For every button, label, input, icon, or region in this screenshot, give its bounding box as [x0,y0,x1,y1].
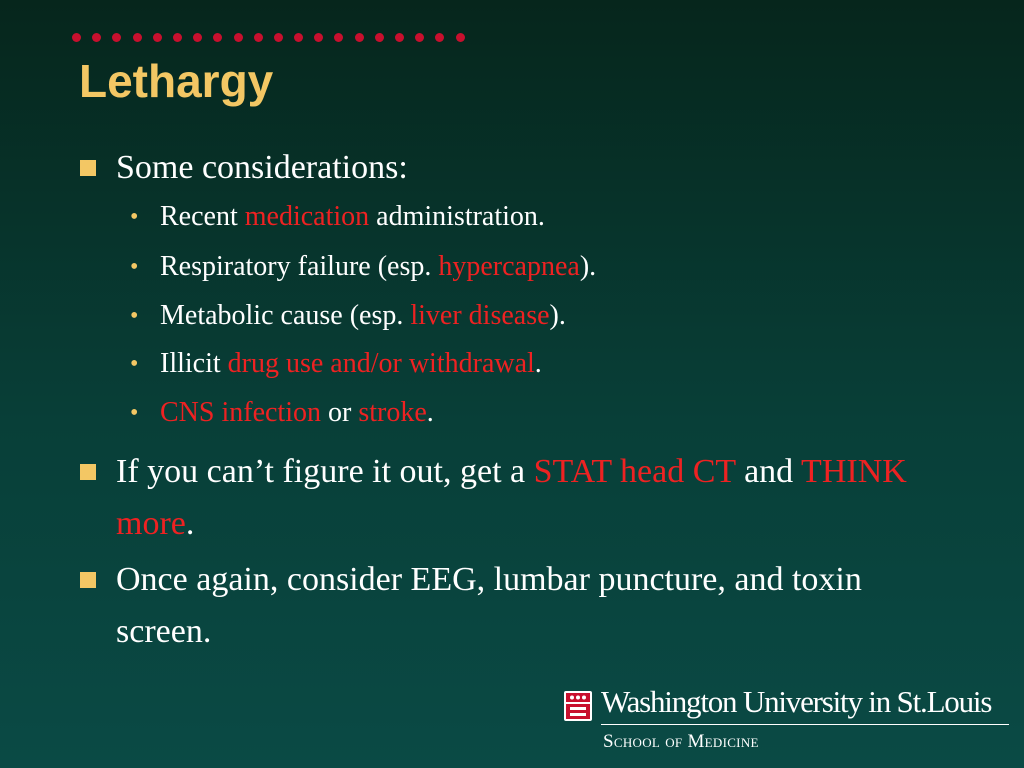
decorative-dot [294,33,303,42]
text-segment: . [426,397,434,428]
dot-bullet-icon: • [130,351,139,377]
dot-bullet-icon: • [130,254,139,280]
text-segment: and [735,453,802,490]
highlighted-term: medication [244,201,370,232]
dot-bullet-icon: • [130,303,139,329]
decorative-dot [355,33,364,42]
university-name: Washington University in St.Louis [601,684,992,719]
bullet-item [80,554,950,658]
school-name: School of Medicine [603,731,759,752]
decorative-dot [213,33,222,42]
square-bullet-icon [80,160,96,176]
sub-bullet-text [160,346,950,382]
bullet-text [116,554,950,658]
university-logo [563,684,1013,758]
decorative-dot [435,33,444,42]
sub-bullet-text [160,249,950,285]
sub-bullet-item [130,199,950,235]
square-bullet-icon [80,464,96,480]
text-segment: Some considerations: [116,149,408,186]
decorative-dot [415,33,424,42]
bullet-item [80,446,950,550]
highlighted-term: liver disease [410,300,550,331]
decorative-dot [193,33,202,42]
sub-bullet-text [160,395,950,431]
text-segment: . [185,505,195,542]
text-segment: Illicit [160,348,228,379]
dot-bullet-icon: • [130,204,139,230]
decorative-dot [334,33,343,42]
slide-title: Lethargy [79,55,274,107]
decorative-dot [92,33,101,42]
text-segment: If you can’t figure it out, get a [116,453,534,490]
sub-bullet-item [130,346,950,382]
bullet-text [116,446,950,550]
decorative-dot-row [72,33,465,42]
shield-icon [563,690,593,722]
decorative-dot [274,33,283,42]
text-segment: Metabolic cause (esp. [160,300,411,331]
bullet-text [116,142,950,194]
dot-bullet-icon: • [130,400,139,426]
decorative-dot [72,33,81,42]
highlighted-term: CNS infection [160,397,321,428]
decorative-dot [133,33,142,42]
highlighted-term: THINK more [116,453,907,542]
highlighted-term: STAT head CT [533,453,736,490]
bullet-item [80,142,950,194]
text-segment: . [534,348,542,379]
text-segment: Once again, consider EEG, lumbar puncture, and toxin screen. [116,561,862,650]
sub-bullet-text [160,199,950,235]
decorative-dot [153,33,162,42]
logo-divider [601,724,1009,725]
sub-bullet-item [130,395,950,431]
decorative-dot [375,33,384,42]
highlighted-term: stroke [358,397,427,428]
sub-bullet-text [160,298,950,334]
text-segment: Recent [160,201,245,232]
decorative-dot [234,33,243,42]
text-segment: ). [579,251,597,282]
decorative-dot [254,33,263,42]
highlighted-term: drug use and/or withdrawal [227,348,535,379]
decorative-dot [314,33,323,42]
square-bullet-icon [80,572,96,588]
decorative-dot [395,33,404,42]
text-segment: administration. [369,201,545,232]
highlighted-term: hypercapnea [438,251,580,282]
decorative-dot [173,33,182,42]
sub-bullet-item [130,298,950,334]
text-segment: or [321,397,359,428]
decorative-dot [112,33,121,42]
sub-bullet-item [130,249,950,285]
text-segment: ). [549,300,566,331]
decorative-dot [456,33,465,42]
text-segment: Respiratory failure (esp. [160,251,439,282]
